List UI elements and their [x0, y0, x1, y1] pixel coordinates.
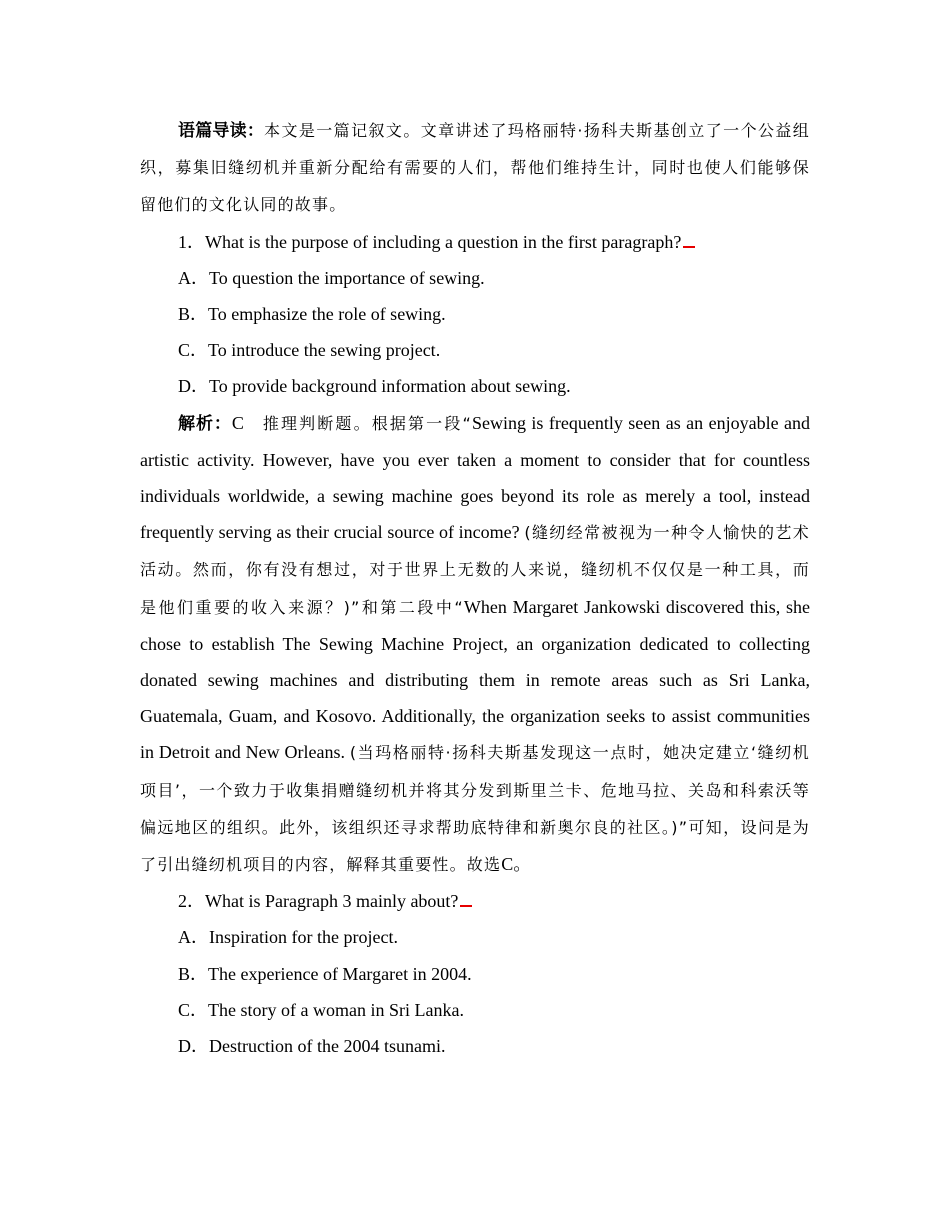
answer-blank [683, 234, 695, 248]
option-text: To emphasize the role of sewing. [208, 304, 446, 325]
option-letter: B． [178, 963, 209, 984]
question-2-option-c [140, 992, 810, 1028]
option-text: The experience of Margaret in 2004. [208, 963, 472, 984]
option-text: To provide background information about sewing. [209, 376, 571, 397]
question-1-option-c [140, 332, 810, 368]
analysis-quote-2: When Margaret Jankowski discovered this, she chose to establish The Sewing Machine Project, an organization dedicated to collecting donated sewing machines and distributing them in remote areas such as Sri Lanka, Guatemala, Guam, and Kosovo. Additionally, the organization seeks to assist communities in Detroit and New Orleans. [140, 596, 810, 763]
option-letter: A． [178, 927, 209, 948]
option-text: The story of a woman in Sri Lanka. [208, 999, 464, 1020]
question-1-analysis [140, 405, 810, 884]
option-letter: C． [178, 999, 209, 1020]
question-2-stem [140, 883, 810, 919]
option-letter: D． [178, 376, 209, 397]
question-2-option-a [140, 919, 810, 955]
option-letter: D． [178, 1036, 209, 1057]
question-1-option-d [140, 368, 810, 404]
analysis-quote-1: Sewing is frequently seen as an enjoyable and artistic activity. However, have you ever taken a moment to consider that for countless individuals worldwide, a sewing machine goes beyond its role as merely a tool, instead frequently serving as their crucial source of income? [140, 412, 810, 543]
analysis-translation-1: (缝纫经常被视为一种令人愉快的艺术活动。然而，你有没有想过，对于世界上无数的人来说，缝纫机不仅仅是一种工具，而是他们重要的收入来源？)”和第二段中“ [140, 523, 810, 617]
question-1-text: 1．What is the purpose of including a question in the first paragraph? [178, 231, 682, 252]
analysis-translation-2: (当玛格丽特·扬科夫斯基发现这一点时，她决定建立‘缝纫机项目’，一个致力于收集捐赠缝纫机并将其分发到斯里兰卡、危地马拉、关岛和科索沃等偏远地区的组织。此外，该组织还寻求帮助底特律和新奥尔良的社区。)”可知，设问是为了引出缝纫机项目的内容，解释其重要性。故选 [140, 743, 810, 875]
answer-blank [460, 893, 472, 907]
option-letter: C． [178, 340, 209, 361]
question-2-option-b [140, 956, 810, 992]
analysis-answer: C [231, 412, 244, 433]
question-1-option-a [140, 260, 810, 296]
reading-guide-text: 本文是一篇记叙文。文章讲述了玛格丽特·扬科夫斯基创立了一个公益组织，募集旧缝纫机并重新分配给有需要的人们，帮他们维持生计，同时也使人们能够保留他们的文化认同的故事。 [140, 121, 810, 215]
question-2-option-d [140, 1028, 810, 1064]
option-text: To question the importance of sewing. [209, 267, 485, 288]
question-1-stem [140, 224, 810, 260]
analysis-conclusion: C。 [501, 854, 532, 875]
analysis-seg1: 根据第一段“ [371, 413, 472, 433]
reading-guide-label: 语篇导读： [178, 121, 265, 141]
option-text: Inspiration for the project. [209, 927, 398, 948]
option-text: To introduce the sewing project. [208, 340, 441, 361]
question-2-text: 2．What is Paragraph 3 mainly about? [178, 891, 459, 912]
analysis-label: 解析： [178, 413, 232, 434]
document-page [140, 112, 810, 1064]
option-text: Destruction of the 2004 tsunami. [209, 1036, 446, 1057]
option-letter: B． [178, 304, 209, 325]
reading-guide [140, 112, 810, 224]
option-letter: A． [178, 267, 209, 288]
analysis-type: 推理判断题。 [261, 413, 372, 433]
question-1-option-b [140, 296, 810, 332]
